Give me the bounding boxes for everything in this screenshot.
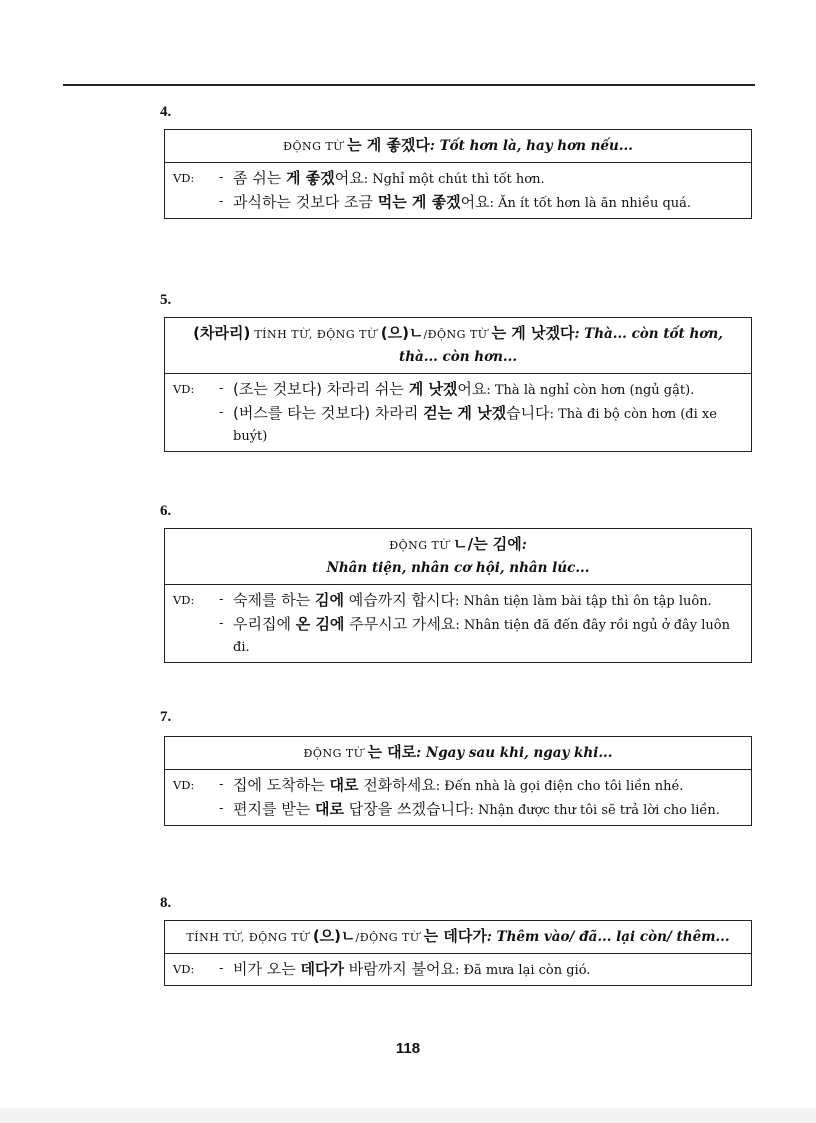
header-label: TÍNH TỪ, ĐỘNG TỪ [186, 931, 313, 944]
grammar-header [165, 130, 751, 163]
header-korean: (차라리) [193, 324, 251, 342]
grammar-box-4 [164, 129, 752, 219]
section-number: 6. [160, 503, 172, 519]
example-item: - 집에 도착하는 대로 전화하세요: Đến nhà là gọi điện cho tôi liền nhé. [219, 776, 684, 794]
header-label: ĐỘNG TỪ [303, 747, 368, 760]
header-meaning: Nhân tiện, nhân cơ hội, nhân lúc... [326, 560, 590, 576]
examples [165, 954, 751, 985]
grammar-box-5 [164, 317, 752, 452]
header-label: ĐỘNG TỪ [283, 140, 347, 153]
example-item: - 숙제를 하는 김에 예습까지 합시다: Nhân tiện làm bài tập thì ôn tập luôn. [219, 591, 712, 609]
vd-label: VD: [173, 382, 195, 396]
example-item: - 좀 쉬는 게 좋겠어요: Nghỉ một chút thì tốt hơn. [219, 169, 545, 187]
page-number: 118 [395, 1040, 421, 1057]
header-korean: 는 대로 [367, 743, 417, 761]
examples [165, 770, 751, 825]
grammar-header: ĐỘNG TỪ 는 대로: Ngay sau khi, ngay khi... [165, 737, 751, 770]
section-number: 4. [160, 104, 172, 120]
header-korean: 는 게 좋겠다 [346, 136, 430, 154]
header-meaning: Tốt hơn là, hay hơn nếu... [439, 138, 633, 154]
example-item: - 비가 오는 데다가 바람까지 불어요: Đã mưa lại còn gió. [219, 960, 591, 978]
section-number: 5. [160, 292, 172, 308]
section-number: 7. [160, 709, 172, 725]
grammar-header: TÍNH TỪ, ĐỘNG TỪ (으)ㄴ/ĐỘNG TỪ 는 데다가: Thêm vào/ đã... lại còn/ thêm... [165, 921, 751, 954]
header-label: ĐỘNG TỪ [389, 539, 454, 552]
example-item: - 우리집에 온 김에 주무시고 가세요: Nhân tiện đã đến đây rồi ngủ ở đây luôn đi. [219, 615, 730, 655]
vd-label: VD: [173, 171, 195, 185]
header-meaning: Thà... còn tốt hơn, thà... còn hơn... [398, 326, 723, 365]
grammar-box-8 [164, 920, 752, 986]
scan-bottom-edge [0, 1108, 816, 1123]
vd-label: VD: [173, 593, 195, 607]
example-item: - 과식하는 것보다 조금 먹는 게 좋겠어요: Ăn ít tốt hơn là ăn nhiều quá. [219, 193, 692, 211]
header-meaning: Ngay sau khi, ngay khi... [425, 745, 613, 761]
examples [165, 585, 751, 662]
grammar-header: ĐỘNG TỪ ㄴ/는 김에: Nhân tiện, nhân cơ hội, nhân lúc... [165, 529, 751, 585]
top-rule [63, 84, 755, 86]
header-colon: : [429, 138, 440, 154]
grammar-box-6 [164, 528, 752, 663]
example-item: - 편지를 받는 대로 답장을 쓰겠습니다: Nhận được thư tôi sẽ trả lời cho liền. [219, 800, 720, 818]
header-korean: ㄴ/는 김에 [453, 535, 522, 553]
grammar-header: (차라리) TÍNH TỪ, ĐỘNG TỪ (으)ㄴ/ĐỘNG TỪ 는 게 낫겠다: Thà... còn tốt hơn, thà... còn hơn... [165, 318, 751, 374]
examples [165, 163, 751, 218]
example-item: - (조는 것보다) 차라리 쉬는 게 낫겠어요: Thà là nghỉ còn hơn (ngủ gật). [219, 380, 695, 398]
examples [165, 374, 751, 451]
grammar-box-7 [164, 736, 752, 826]
vd-label: VD: [173, 778, 195, 792]
header-meaning: Thêm vào/ đã... lại còn/ thêm... [496, 929, 730, 945]
vd-label: VD: [173, 962, 195, 976]
example-item: - (버스를 타는 것보다) 차라리 걷는 게 낫겠습니다: Thà đi bộ còn hơn (đi xe buýt) [219, 404, 717, 444]
section-number: 8. [160, 895, 172, 911]
header-korean: 는 데다가 [423, 927, 487, 945]
